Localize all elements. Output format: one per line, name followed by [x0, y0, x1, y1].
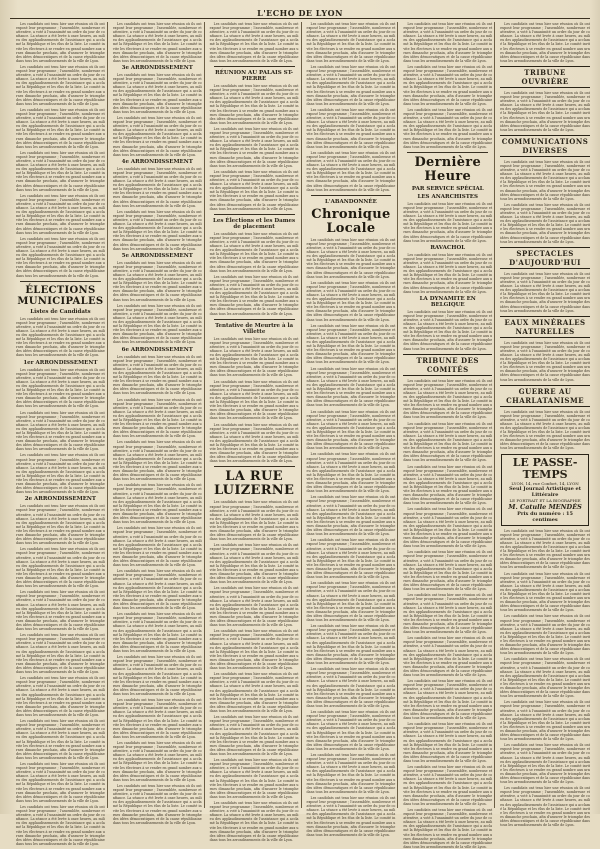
article-text: Les candidats ont tenu hier une réunion où ils ont exposé leur programme ; l'assemblée, nombreuse et attentive, a voté à l'unanimité un ordre du jour de confiance. La séance a été levée à onze heures, au milieu des applaudissements de l'assistance qui a acclamé la République et les élus de la liste. Le comité invite les électeurs à se rendre en grand nombre aux urnes dimanche prochain, afin d'assurer le triomphe des idées démocratiques et de la cause républicaine dans tous les arrondissements de la ville de Lyon. [209, 500, 299, 542]
article-text: Les candidats ont tenu hier une réunion où ils ont exposé leur programme ; l'assemblée, nombreuse et attentive, a voté à l'unanimité un ordre du jour de confiance. La séance a été levée à onze heures, au milieu des applaudissements de l'assistance qui a acclamé la République et les élus de la liste. Le comité invite les électeurs à se rendre en grand nombre aux urnes dimanche prochain, afin d'assurer le triomphe des idées démocratiques et de la cause républicaine dans tous les arrondissements de la ville de Lyon. [112, 209, 202, 251]
article-text: Les candidats ont tenu hier une réunion où ils ont exposé leur programme ; l'assemblée, nombreuse et attentive, a voté à l'unanimité un ordre du jour de confiance. La séance a été levée à onze heures, au milieu des applaudissements de l'assistance qui a acclamé la République et les élus de la liste. Le comité invite les électeurs à se rendre en grand nombre aux urnes dimanche prochain, afin d'assurer le triomphe des idées démocratiques et de la cause républicaine dans tous les arrondissements de la ville de Lyon. [209, 586, 299, 628]
article-text: Les candidats ont tenu hier une réunion où ils ont exposé leur programme ; l'assemblée, nombreuse et attentive, a voté à l'unanimité un ordre du jour de confiance. La séance a été levée à onze heures, au milieu des applaudissements de l'assistance qui a acclamé la République et les élus de la liste. Le comité invite les électeurs à se rendre en grand nombre aux urnes dimanche prochain, afin d'assurer le triomphe des idées démocratiques et de la cause républicaine dans tous les arrondissements de la ville de Lyon. [306, 710, 396, 751]
article-text: Les candidats ont tenu hier une réunion où ils ont exposé leur programme ; l'assemblée, nombreuse et attentive, a voté à l'unanimité un ordre du jour de confiance. La séance a été levée à onze heures, au milieu des applaudissements de l'assistance qui a acclamé la République et les élus de la liste. Le comité invite les électeurs à se rendre en grand nombre aux urnes dimanche prochain, afin d'assurer le triomphe des idées démocratiques et de la cause républicaine dans tous les arrondissements de la ville de Lyon. [306, 495, 396, 537]
article-text: Les candidats ont tenu hier une réunion où ils ont exposé leur programme ; l'assemblée, nombreuse et attentive, a voté à l'unanimité un ordre du jour de confiance. La séance a été levée à onze heures, au milieu des applaudissements de l'assistance qui a acclamé la République et les élus de la liste. Le comité invite les électeurs à se rendre en grand nombre aux urnes dimanche prochain, afin d'assurer le triomphe des idées démocratiques et de la cause républicaine dans tous les arrondissements de la ville de Lyon. [209, 715, 299, 756]
article-text: Les candidats ont tenu hier une réunion où ils ont exposé leur programme ; l'assemblée, nombreuse et attentive, a voté à l'unanimité un ordre du jour de confiance. La séance a été levée à onze heures, au milieu des applaudissements de l'assistance qui a acclamé la République et les élus de la liste. Le comité invite les électeurs à se rendre en grand nombre aux urnes dimanche prochain, afin d'assurer le triomphe des idées démocratiques et de la cause républicaine dans tous les arrondissements de la ville de Lyon. [209, 83, 299, 125]
ad-tagline: Seul Journal Artistique et Littéraire [509, 485, 581, 498]
article-text: Les candidats ont tenu hier une réunion où ils ont exposé leur programme ; l'assemblée, nombreuse et attentive, a voté à l'unanimité un ordre du jour de confiance. La séance a été levée à onze heures, au milieu des applaudissements de l'assistance qui a acclamé la République et les élus de la liste. Le comité invite les électeurs à se rendre en grand nombre aux urnes dimanche prochain, afin d'assurer le triomphe des idées démocratiques et de la cause républicaine dans tous les arrondissements de la ville de Lyon. [16, 676, 105, 717]
article-text: Les candidats ont tenu hier une réunion où ils ont exposé leur programme ; l'assemblée, nombreuse et attentive, a voté à l'unanimité un ordre du jour de confiance. La séance a été levée à onze heures, au milieu des applaudissements de l'assistance qui a acclamé la République et les élus de la liste. Le comité invite les électeurs à se rendre en grand nombre aux urnes dimanche prochain, afin d'assurer le triomphe des idées démocratiques et de la cause républicaine dans tous les arrondissements de la ville de Lyon. [112, 612, 202, 654]
article-text: Les candidats ont tenu hier une réunion où ils ont exposé leur programme ; l'assemblée, nombreuse et attentive, a voté à l'unanimité un ordre du jour de confiance. La séance a été levée à onze heures, au milieu des applaudissements de l'assistance qui a acclamé la République et les élus de la liste. Le comité invite les électeurs à se rendre en grand nombre aux urnes dimanche prochain, afin d'assurer le triomphe des idées démocratiques et de la cause républicaine dans tous les arrondissements de la ville de Lyon. [16, 547, 105, 589]
heading-ravachol: RAVACHOL [430, 244, 466, 251]
article-text: Les candidats ont tenu hier une réunion où ils ont exposé leur programme ; l'assemblée, nombreuse et attentive, a voté à l'unanimité un ordre du jour de confiance. La séance a été levée à onze heures, au milieu des applaudissements de l'assistance qui a acclamé la République et les élus de la liste. Le comité invite les électeurs à se rendre en grand nombre aux urnes dimanche prochain, afin d'assurer le triomphe des idées démocratiques et de la cause républicaine dans tous les arrondissements de la ville de Lyon. [403, 636, 493, 678]
ad-portrait-line: LE PORTRAIT ET LA BIOGRAPHIE [509, 497, 581, 503]
column-1 [14, 22, 108, 846]
divider [20, 281, 101, 282]
article-text: Les candidats ont tenu hier une réunion où ils ont exposé leur programme ; l'assemblée, nombreuse et attentive, a voté à l'unanimité un ordre du jour de confiance. La séance a été levée à onze heures, au milieu des applaudissements de l'assistance qui a acclamé la République et les élus de la liste. Le comité invite les électeurs à se rendre en grand nombre aux urnes dimanche prochain, afin d'assurer le triomphe des idées démocratiques et de la cause républicaine dans tous les arrondissements de la ville de Lyon. [306, 64, 396, 106]
heading-dynamite: LA DYNAMITE EN BELGIQUE [419, 295, 476, 308]
article-text: Les candidats ont tenu hier une réunion où ils ont exposé leur programme ; l'assemblée, nombreuse et attentive, a voté à l'unanimité un ordre du jour de confiance. La séance a été levée à onze heures, au milieu des applaudissements de l'assistance qui a acclamé la République et les élus de la liste. Le comité invite les électeurs à se rendre en grand nombre aux urnes dimanche prochain, afin d'assurer le triomphe des idées démocratiques et de la cause républicaine dans tous les arrondissements de la ville de Lyon. [16, 762, 105, 803]
article-text: Les candidats ont tenu hier une réunion où ils ont exposé leur programme ; l'assemblée, nombreuse et attentive, a voté à l'unanimité un ordre du jour de confiance. La séance a été levée à onze heures, au milieu des applaudissements de l'assistance qui a acclamé la République et les élus de la liste. Le comité invite les électeurs à se rendre en grand nombre aux urnes dimanche prochain, afin d'assurer le triomphe des idées démocratiques et de la cause républicaine dans tous les arrondissements de la ville de Lyon. [112, 569, 202, 611]
ad-title: LE PASSE-TEMPS [512, 455, 578, 481]
article-text: Les candidats ont tenu hier une réunion où ils ont exposé leur programme ; l'assemblée, nombreuse et attentive, a voté à l'unanimité un ordre du jour de confiance. La séance a été levée à onze heures, au milieu des applaudissements de l'assistance qui a acclamé la République et les élus de la liste. Le comité invite les électeurs à se rendre en grand nombre aux urnes dimanche prochain, afin d'assurer le triomphe des idées démocratiques et de la cause républicaine dans tous les arrondissements de la ville de Lyon. [306, 22, 396, 63]
article-text: Les candidats ont tenu hier une réunion où ils ont exposé leur programme ; l'assemblée, nombreuse et attentive, a voté à l'unanimité un ordre du jour de confiance. La séance a été levée à onze heures, au milieu des applaudissements de l'assistance qui a acclamé la République et les élus de la liste. Le comité invite les électeurs à se rendre en grand nombre aux urnes dimanche prochain, afin d'assurer le triomphe des idées démocratiques et de la cause républicaine dans tous les arrondissements de la ville de Lyon. [403, 309, 493, 351]
article-text: Les candidats ont tenu hier une réunion où ils ont exposé leur programme ; l'assemblée, nombreuse et attentive, a voté à l'unanimité un ordre du jour de confiance. La séance a été levée à onze heures, au milieu des applaudissements de l'assistance qui a acclamé la République et les élus de la liste. Le comité invite les électeurs à se rendre en grand nombre aux urnes dimanche prochain, afin d'assurer le triomphe des idées démocratiques et de la cause républicaine dans tous les arrondissements de la ville de Lyon. [500, 340, 590, 382]
article-text: Les candidats ont tenu hier une réunion où ils ont exposé leur programme ; l'assemblée, nombreuse et attentive, a voté à l'unanimité un ordre du jour de confiance. La séance a été levée à onze heures, au milieu des applaudissements de l'assistance qui a acclamé la République et les élus de la liste. Le comité invite les électeurs à se rendre en grand nombre aux urnes dimanche prochain, afin d'assurer le triomphe des idées démocratiques et de la cause républicaine dans tous les arrondissements de la ville de Lyon. [16, 719, 105, 760]
article-text: Les candidats ont tenu hier une réunion où ils ont exposé leur programme ; l'assemblée, nombreuse et attentive, a voté à l'unanimité un ordre du jour de confiance. La séance a été levée à onze heures, au milieu des applaudissements de l'assistance qui a acclamé la République et les élus de la liste. Le comité invite les électeurs à se rendre en grand nombre aux urnes dimanche prochain, afin d'assurer le triomphe des idées démocratiques et de la cause républicaine dans tous les arrondissements de la ville de Lyon. [112, 655, 202, 696]
column-5 [401, 22, 495, 849]
divider [311, 195, 392, 196]
heading-spectacles: SPECTACLES D'AUJOURD'HUI [500, 247, 590, 269]
article-text: Les candidats ont tenu hier une réunion où ils ont exposé leur programme ; l'assemblée, nombreuse et attentive, a voté à l'unanimité un ordre du jour de confiance. La séance a été levée à onze heures, au milieu des applaudissements de l'assistance qui a acclamé la République et les élus de la liste. Le comité invite les électeurs à se rendre en grand nombre aux urnes dimanche prochain, afin d'assurer le triomphe des idées démocratiques et de la cause républicaine dans tous les arrondissements de la ville de Lyon. [209, 231, 299, 273]
article-text: Les candidats ont tenu hier une réunion où ils ont exposé leur programme ; l'assemblée, nombreuse et attentive, a voté à l'unanimité un ordre du jour de confiance. La séance a été levée à onze heures, au milieu des applaudissements de l'assistance qui a acclamé la République et les élus de la liste. Le comité invite les électeurs à se rendre en grand nombre aux urnes dimanche prochain, afin d'assurer le triomphe des idées démocratiques et de la cause républicaine dans tous les arrondissements de la ville de Lyon. [209, 422, 299, 464]
article-text: Les candidats ont tenu hier une réunion où ils ont exposé leur programme ; l'assemblée, nombreuse et attentive, a voté à l'unanimité un ordre du jour de confiance. La séance a été levée à onze heures, au milieu des applaudissements de l'assistance qui a acclamé la République et les élus de la liste. Le comité invite les électeurs à se rendre en grand nombre aux urnes dimanche prochain, afin d'assurer le triomphe des idées démocratiques et de la cause républicaine dans tous les arrondissements de la ville de Lyon. [209, 672, 299, 714]
column-4 [305, 22, 399, 837]
article-text: Les candidats ont tenu hier une réunion où ils ont exposé leur programme ; l'assemblée, nombreuse et attentive, a voté à l'unanimité un ordre du jour de confiance. La séance a été levée à onze heures, au milieu des applaudissements de l'assistance qui a acclamé la République et les élus de la liste. Le comité invite les électeurs à se rendre en grand nombre aux urnes dimanche prochain, afin d'assurer le triomphe des idées démocratiques et de la cause républicaine dans tous les arrondissements de la ville de Lyon. [500, 657, 590, 699]
divider [214, 66, 295, 67]
heading-elections-municipales: ÉLECTIONS MUNICIPALES [17, 284, 104, 307]
column-3 [208, 22, 302, 842]
article-text: Les candidats ont tenu hier une réunion où ils ont exposé leur programme ; l'assemblée, nombreuse et attentive, a voté à l'unanimité un ordre du jour de confiance. La séance a été levée à onze heures, au milieu des applaudissements de l'assistance qui a acclamé la République et les élus de la liste. Le comité invite les électeurs à se rendre en grand nombre aux urnes dimanche prochain, afin d'assurer le triomphe des idées démocratiques et de la cause républicaine dans tous les arrondissements de la ville de Lyon. [112, 166, 202, 208]
article-text: Les candidats ont tenu hier une réunion où ils ont exposé leur programme ; l'assemblée, nombreuse et attentive, a voté à l'unanimité un ordre du jour de confiance. La séance a été levée à onze heures, au milieu des applaudissements de l'assistance qui a acclamé la République et les élus de la liste. Le comité invite les électeurs à se rendre en grand nombre aux urnes dimanche prochain, afin d'assurer le triomphe des idées démocratiques et de la cause républicaine dans tous les arrondissements de la ville de Lyon. [500, 743, 590, 785]
heading-arrondissement-5: 5e ARRONDISSEMENT [121, 252, 193, 259]
heading-arrondissement-4: 4e ARRONDISSEMENT [121, 158, 193, 165]
article-text: Les candidats ont tenu hier une réunion où ils ont exposé leur programme ; l'assemblée, nombreuse et attentive, a voté à l'unanimité un ordre du jour de confiance. La séance a été levée à onze heures, au milieu des applaudissements de l'assistance qui a acclamé la République et les élus de la liste. Le comité invite les électeurs à se rendre en grand nombre aux urnes dimanche prochain, afin d'assurer le triomphe des idées démocratiques et de la cause républicaine dans tous les arrondissements de la ville de Lyon. [112, 698, 202, 739]
divider [214, 466, 295, 467]
article-text: Les candidats ont tenu hier une réunion où ils ont exposé leur programme ; l'assemblée, nombreuse et attentive, a voté à l'unanimité un ordre du jour de confiance. La séance a été levée à onze heures, au milieu des applaudissements de l'assistance qui a acclamé la République et les élus de la liste. Le comité invite les électeurs à se rendre en grand nombre aux urnes dimanche prochain, afin d'assurer le triomphe des idées démocratiques et de la cause républicaine dans tous les arrondissements de la ville de Lyon. [16, 633, 105, 675]
article-text: Les candidats ont tenu hier une réunion où ils ont exposé leur programme ; l'assemblée, nombreuse et attentive, a voté à l'unanimité un ordre du jour de confiance. La séance a été levée à onze heures, au milieu des applaudissements de l'assistance qui a acclamé la République et les élus de la liste. Le comité invite les électeurs à se rendre en grand nombre aux urnes dimanche prochain, afin d'assurer le triomphe des idées démocratiques et de la cause républicaine dans tous les arrondissements de la ville de Lyon. [209, 22, 299, 63]
columns [14, 22, 592, 849]
column-2 [111, 22, 205, 825]
article-text: Les candidats ont tenu hier une réunion où ils ont exposé leur programme ; l'assemblée, nombreuse et attentive, a voté à l'unanimité un ordre du jour de confiance. La séance a été levée à onze heures, au milieu des applaudissements de l'assistance qui a acclamé la République et les élus de la liste. Le comité invite les électeurs à se rendre en grand nombre aux urnes dimanche prochain, afin d'assurer le triomphe des idées démocratiques et de la cause républicaine dans tous les arrondissements de la ville de Lyon. [500, 271, 590, 313]
heading-arrondissement-2: 2e ARRONDISSEMENT [24, 496, 97, 503]
article-text: Les candidats ont tenu hier une réunion où ils ont exposé leur programme ; l'assemblée, nombreuse et attentive, a voté à l'unanimité un ordre du jour de confiance. La séance a été levée à onze heures, au milieu des applaudissements de l'assistance qui a acclamé la République et les élus de la liste. Le comité invite les électeurs à se rendre en grand nombre aux urnes dimanche prochain, afin d'assurer le triomphe des idées démocratiques et de la cause républicaine dans tous les arrondissements de la ville de Lyon. [403, 593, 493, 635]
heading-derniere-heure: Dernière Heure [414, 154, 482, 184]
newspaper-title: L'ECHO DE LYON [257, 8, 343, 18]
article-text: Les candidats ont tenu hier une réunion où ils ont exposé leur programme ; l'assemblée, nombreuse et attentive, a voté à l'unanimité un ordre du jour de confiance. La séance a été levée à onze heures, au milieu des applaudissements de l'assistance qui a acclamé la République et les élus de la liste. Le comité invite les électeurs à se rendre en grand nombre aux urnes dimanche prochain, afin d'assurer le triomphe des idées démocratiques et de la cause républicaine dans tous les arrondissements de la ville de Lyon. [306, 452, 396, 494]
article-text: Les candidats ont tenu hier une réunion où ils ont exposé leur programme ; l'assemblée, nombreuse et attentive, a voté à l'unanimité un ordre du jour de confiance. La séance a été levée à onze heures, au milieu des applaudissements de l'assistance qui a acclamé la République et les élus de la liste. Le comité invite les électeurs à se rendre en grand nombre aux urnes dimanche prochain, afin d'assurer le triomphe des idées démocratiques et de la cause républicaine dans tous les arrondissements de la ville de Lyon. [500, 614, 590, 656]
article-text: Les candidats ont tenu hier une réunion où ils ont exposé leur programme ; l'assemblée, nombreuse et attentive, a voté à l'unanimité un ordre du jour de confiance. La séance a été levée à onze heures, au milieu des applaudissements de l'assistance qui a acclamé la République et les élus de la liste. Le comité invite les électeurs à se rendre en grand nombre aux urnes dimanche prochain, afin d'assurer le triomphe des idées démocratiques et de la cause républicaine dans tous les arrondissements de la ville de Lyon. [403, 464, 493, 506]
article-text: Les candidats ont tenu hier une réunion où ils ont exposé leur programme ; l'assemblée, nombreuse et attentive, a voté à l'unanimité un ordre du jour de confiance. La séance a été levée à onze heures, au milieu des applaudissements de l'assistance qui a acclamé la République et les élus de la liste. Le comité invite les électeurs à se rendre en grand nombre aux urnes dimanche prochain, afin d'assurer le triomphe des idées démocratiques et de la cause républicaine dans tous les arrondissements de la ville de Lyon. [209, 801, 299, 842]
article-text: Les candidats ont tenu hier une réunion où ils ont exposé leur programme ; l'assemblée, nombreuse et attentive, a voté à l'unanimité un ordre du jour de confiance. La séance a été levée à onze heures, au milieu des applaudissements de l'assistance qui a acclamé la République et les élus de la liste. Le comité invite les électeurs à se rendre en grand nombre aux urnes dimanche prochain, afin d'assurer le triomphe des idées démocratiques et de la cause républicaine dans tous les arrondissements de la ville de Lyon. [112, 22, 202, 63]
heading-tribune-comites: TRIBUNE DES COMITÉS [403, 354, 492, 376]
heading-rue-luizerne: LA RUE LUIZERNE [213, 469, 295, 499]
ad-author: M. Catulle MENDÈS [508, 502, 582, 511]
article-text: Les candidats ont tenu hier une réunion où ils ont exposé leur programme ; l'assemblée, nombreuse et attentive, a voté à l'unanimité un ordre du jour de confiance. La séance a été levée à onze heures, au milieu des applaudissements de l'assistance qui a acclamé la République et les élus de la liste. Le comité invite les électeurs à se rendre en grand nombre aux urnes dimanche prochain, afin d'assurer le triomphe des idées démocratiques et de la cause républicaine dans tous les arrondissements de la ville de Lyon. [209, 379, 299, 421]
article-text: Les candidats ont tenu hier une réunion où ils ont exposé leur programme ; l'assemblée, nombreuse et attentive, a voté à l'unanimité un ordre du jour de confiance. La séance a été levée à onze heures, au milieu des applaudissements de l'assistance qui a acclamé la République et les élus de la liste. Le comité invite les électeurs à se rendre en grand nombre aux urnes dimanche prochain, afin d'assurer le triomphe des idées démocratiques et de la cause républicaine dans tous les arrondissements de la ville de Lyon. [500, 700, 590, 742]
article-text: Les candidats ont tenu hier une réunion où ils ont exposé leur programme ; l'assemblée, nombreuse et attentive, a voté à l'unanimité un ordre du jour de confiance. La séance a été levée à onze heures, au milieu des applaudissements de l'assistance qui a acclamé la République et les élus de la liste. Le comité invite les électeurs à se rendre en grand nombre aux urnes dimanche prochain, afin d'assurer le triomphe des idées démocratiques et de la cause républicaine dans tous les arrondissements de la ville de Lyon. [500, 571, 590, 613]
article-text: Les candidats ont tenu hier une réunion où ils ont exposé leur programme ; l'assemblée, nombreuse et attentive, a voté à l'unanimité un ordre du jour de confiance. La séance a été levée à onze heures, au milieu des applaudissements de l'assistance qui a acclamé la République et les élus de la liste. Le comité invite les électeurs à se rendre en grand nombre aux urnes dimanche prochain, afin d'assurer le triomphe des idées démocratiques et de la cause républicaine dans tous les arrondissements de la ville de Lyon. [403, 765, 493, 806]
heading-anarchistes: LES ANARCHISTES [417, 193, 478, 200]
article-text: Les candidats ont tenu hier une réunion où ils ont exposé leur programme ; l'assemblée, nombreuse et attentive, a voté à l'unanimité un ordre du jour de confiance. La séance a été levée à onze heures, au milieu des applaudissements de l'assistance qui a acclamé la République et les élus de la liste. Le comité invite les électeurs à se rendre en grand nombre aux urnes dimanche prochain, afin d'assurer le triomphe des idées démocratiques et de la cause républicaine dans tous les arrondissements de la ville de Lyon. [16, 236, 105, 278]
heading-reunion-palais: RÉUNION AU PALAIS ST-PIERRE [215, 69, 294, 82]
article-text: Les candidats ont tenu hier une réunion où ils ont exposé leur programme ; l'assemblée, nombreuse et attentive, a voté à l'unanimité un ordre du jour de confiance. La séance a été levée à onze heures, au milieu des applaudissements de l'assistance qui a acclamé la République et les élus de la liste. Le comité invite les électeurs à se rendre en grand nombre aux urnes dimanche prochain, afin d'assurer le triomphe des idées démocratiques et de la cause républicaine dans tous les arrondissements de la ville de Lyon. [209, 543, 299, 585]
article-text: Les candidats ont tenu hier une réunion où ils ont exposé leur programme ; l'assemblée, nombreuse et attentive, a voté à l'unanimité un ordre du jour de confiance. La séance a été levée à onze heures, au milieu des applaudissements de l'assistance qui a acclamé la République et les élus de la liste. Le comité invite les électeurs à se rendre en grand nombre aux urnes dimanche prochain, afin d'assurer le triomphe des idées démocratiques et de la cause républicaine dans tous les arrondissements de la ville de Lyon. [403, 64, 493, 106]
heading-tribune-ouvriere: TRIBUNE OUVRIÈRE [500, 66, 590, 88]
advertisement-passe-temps [501, 454, 589, 526]
article-text: Les candidats ont tenu hier une réunion où ils ont exposé leur programme ; l'assemblée, nombreuse et attentive, a voté à l'unanimité un ordre du jour de confiance. La séance a été levée à onze heures, au milieu des applaudissements de l'assistance qui a acclamé la République et les élus de la liste. Le comité invite les électeurs à se rendre en grand nombre aux urnes dimanche prochain, afin d'assurer le triomphe des idées démocratiques et de la cause républicaine dans tous les arrondissements de la ville de Lyon. [112, 783, 202, 825]
article-text: Les candidats ont tenu hier une réunion où ils ont exposé leur programme ; l'assemblée, nombreuse et attentive, a voté à l'unanimité un ordre du jour de confiance. La séance a été levée à onze heures, au milieu des applaudissements de l'assistance qui a acclamé la République et les élus de la liste. Le comité invite les électeurs à se rendre en grand nombre aux urnes dimanche prochain, afin d'assurer le triomphe des idées démocratiques et de la cause républicaine dans tous les arrondissements de la ville de Lyon. [112, 115, 202, 157]
article-text: Les candidats ont tenu hier une réunion où ils ont exposé leur programme ; l'assemblée, nombreuse et attentive, a voté à l'unanimité un ordre du jour de confiance. La séance a été levée à onze heures, au milieu des applaudissements de l'assistance qui a acclamé la République et les élus de la liste. Le comité invite les électeurs à se rendre en grand nombre aux urnes dimanche prochain, afin d'assurer le triomphe des idées démocratiques et de la cause républicaine dans tous les arrondissements de la ville de Lyon. [306, 150, 396, 192]
article-text: Les candidats ont tenu hier une réunion où ils ont exposé leur programme ; l'assemblée, nombreuse et attentive, a voté à l'unanimité un ordre du jour de confiance. La séance a été levée à onze heures, au milieu des applaudissements de l'assistance qui a acclamé la République et les élus de la liste. Le comité invite les électeurs à se rendre en grand nombre aux urnes dimanche prochain, afin d'assurer le triomphe des idées démocratiques et de la cause républicaine dans tous les arrondissements de la ville de Lyon. [306, 581, 396, 623]
divider [214, 319, 295, 320]
article-text: Les candidats ont tenu hier une réunion où ils ont exposé leur programme ; l'assemblée, nombreuse et attentive, a voté à l'unanimité un ordre du jour de confiance. La séance a été levée à onze heures, au milieu des applaudissements de l'assistance qui a acclamé la République et les élus de la liste. Le comité invite les électeurs à se rendre en grand nombre aux urnes dimanche prochain, afin d'assurer le triomphe des idées démocratiques et de la cause républicaine dans tous les arrondissements de la ville de Lyon. [16, 107, 105, 149]
article-text: Les candidats ont tenu hier une réunion où ils ont exposé leur programme ; l'assemblée, nombreuse et attentive, a voté à l'unanimité un ordre du jour de confiance. La séance a été levée à onze heures, au milieu des applaudissements de l'assistance qui a acclamé la République et les élus de la liste. Le comité invite les électeurs à se rendre en grand nombre aux urnes dimanche prochain, afin d'assurer le triomphe des idées démocratiques et de la cause républicaine dans tous les arrondissements de la ville de Lyon. [403, 378, 493, 420]
article-text: Les candidats ont tenu hier une réunion où ils ont exposé leur programme ; l'assemblée, nombreuse et attentive, a voté à l'unanimité un ordre du jour de confiance. La séance a été levée à onze heures, au milieu des applaudissements de l'assistance qui a acclamé la République et les élus de la liste. Le comité invite les électeurs à se rendre en grand nombre aux urnes dimanche prochain, afin d'assurer le triomphe des idées démocratiques et de la cause républicaine dans tous les arrondissements de la ville de Lyon. [16, 316, 105, 358]
ad-price: Prix du numéro : 15 centimes [517, 510, 574, 523]
article-text: Les candidats ont tenu hier une réunion où ils ont exposé leur programme ; l'assemblée, nombreuse et attentive, a voté à l'unanimité un ordre du jour de confiance. La séance a été levée à onze heures, au milieu des applaudissements de l'assistance qui a acclamé la République et les élus de la liste. Le comité invite les électeurs à se rendre en grand nombre aux urnes dimanche prochain, afin d'assurer le triomphe des idées démocratiques et de la cause républicaine dans tous les arrondissements de la ville de Lyon. [500, 90, 590, 132]
article-text: Les candidats ont tenu hier une réunion où ils ont exposé leur programme ; l'assemblée, nombreuse et attentive, a voté à l'unanimité un ordre du jour de confiance. La séance a été levée à onze heures, au milieu des applaudissements de l'assistance qui a acclamé la République et les élus de la liste. Le comité invite les électeurs à se rendre en grand nombre aux urnes dimanche prochain, afin d'assurer le triomphe des idées démocratiques et de la cause républicaine dans tous les arrondissements de la ville de Lyon. [403, 679, 493, 721]
heading-elections-dames: Les Élections et les Dames de placement [213, 217, 296, 230]
article-text: Les candidats ont tenu hier une réunion où ils ont exposé leur programme ; l'assemblée, nombreuse et attentive, a voté à l'unanimité un ordre du jour de confiance. La séance a été levée à onze heures, au milieu des applaudissements de l'assistance qui a acclamé la République et les élus de la liste. Le comité invite les électeurs à se rendre en grand nombre aux urnes dimanche prochain, afin d'assurer le triomphe des idées démocratiques et de la cause républicaine dans tous les arrondissements de la ville de Lyon. [500, 202, 590, 244]
article-text: Les candidats ont tenu hier une réunion où ils ont exposé leur programme ; l'assemblée, nombreuse et attentive, a voté à l'unanimité un ordre du jour de confiance. La séance a été levée à onze heures, au milieu des applaudissements de l'assistance qui a acclamé la République et les élus de la liste. Le comité invite les électeurs à se rendre en grand nombre aux urnes dimanche prochain, afin d'assurer le triomphe des idées démocratiques et de la cause républicaine dans tous les arrondissements de la ville de Lyon. [209, 169, 299, 211]
article-text: Les candidats ont tenu hier une réunion où ils ont exposé leur programme ; l'assemblée, nombreuse et attentive, a voté à l'unanimité un ordre du jour de confiance. La séance a été levée à onze heures, au milieu des applaudissements de l'assistance qui a acclamé la République et les élus de la liste. Le comité invite les électeurs à se rendre en grand nombre aux urnes dimanche prochain, afin d'assurer le triomphe des idées démocratiques et de la cause républicaine dans tous les arrondissements de la ville de Lyon. [403, 421, 493, 463]
article-text: Les candidats ont tenu hier une réunion où ils ont exposé leur programme ; l'assemblée, nombreuse et attentive, a voté à l'unanimité un ordre du jour de confiance. La séance a été levée à onze heures, au milieu des applaudissements de l'assistance qui a acclamé la République et les élus de la liste. Le comité invite les électeurs à se rendre en grand nombre aux urnes dimanche prochain, afin d'assurer le triomphe des idées démocratiques et de la cause républicaine dans tous les arrondissements de la ville de Lyon. [306, 753, 396, 794]
article-text: Les candidats ont tenu hier une réunion où ils ont exposé leur programme ; l'assemblée, nombreuse et attentive, a voté à l'unanimité un ordre du jour de confiance. La séance a été levée à onze heures, au milieu des applaudissements de l'assistance qui a acclamé la République et les élus de la liste. Le comité invite les électeurs à se rendre en grand nombre aux urnes dimanche prochain, afin d'assurer le triomphe des idées démocratiques et de la cause républicaine dans tous les arrondissements de la ville de Lyon. [16, 150, 105, 192]
article-text: Les candidats ont tenu hier une réunion où ils ont exposé leur programme ; l'assemblée, nombreuse et attentive, a voté à l'unanimité un ordre du jour de confiance. La séance a été levée à onze heures, au milieu des applaudissements de l'assistance qui a acclamé la République et les élus de la liste. Le comité invite les électeurs à se rendre en grand nombre aux urnes dimanche prochain, afin d'assurer le triomphe des idées démocratiques et de la cause républicaine dans tous les arrondissements de la ville de Lyon. [209, 274, 299, 316]
heading-listes-candidats: Listes de Candidats [30, 308, 91, 315]
heading-arrondissement-3: 3e ARRONDISSEMENT [121, 64, 193, 71]
heading-chronique-locale: Chronique Locale [311, 206, 391, 236]
article-text: Les candidats ont tenu hier une réunion où ils ont exposé leur programme ; l'assemblée, nombreuse et attentive, a voté à l'unanimité un ordre du jour de confiance. La séance a été levée à onze heures, au milieu des applaudissements de l'assistance qui a acclamé la République et les élus de la liste. Le comité invite les électeurs à se rendre en grand nombre aux urnes dimanche prochain, afin d'assurer le triomphe des idées démocratiques et de la cause républicaine dans tous les arrondissements de la ville de Lyon. [403, 722, 493, 763]
article-text: Les candidats ont tenu hier une réunion où ils ont exposé leur programme ; l'assemblée, nombreuse et attentive, a voté à l'unanimité un ordre du jour de confiance. La séance a été levée à onze heures, au milieu des applaudissements de l'assistance qui a acclamé la République et les élus de la liste. Le comité invite les électeurs à se rendre en grand nombre aux urnes dimanche prochain, afin d'assurer le triomphe des idées démocratiques et de la cause républicaine dans tous les arrondissements de la ville de Lyon. [306, 667, 396, 708]
article-text: Les candidats ont tenu hier une réunion où ils ont exposé leur programme ; l'assemblée, nombreuse et attentive, a voté à l'unanimité un ordre du jour de confiance. La séance a été levée à onze heures, au milieu des applaudissements de l'assistance qui a acclamé la République et les élus de la liste. Le comité invite les électeurs à se rendre en grand nombre aux urnes dimanche prochain, afin d'assurer le triomphe des idées démocratiques et de la cause républicaine dans tous les arrondissements de la ville de Lyon. [209, 126, 299, 168]
article-text: Les candidats ont tenu hier une réunion où ils ont exposé leur programme ; l'assemblée, nombreuse et attentive, a voté à l'unanimité un ordre du jour de confiance. La séance a été levée à onze heures, au milieu des applaudissements de l'assistance qui a acclamé la République et les élus de la liste. Le comité invite les électeurs à se rendre en grand nombre aux urnes dimanche prochain, afin d'assurer le triomphe des idées démocratiques et de la cause républicaine dans tous les arrondissements de la ville de Lyon. [209, 336, 299, 378]
article-text: Les candidats ont tenu hier une réunion où ils ont exposé leur programme ; l'assemblée, nombreuse et attentive, a voté à l'unanimité un ordre du jour de confiance. La séance a été levée à onze heures, au milieu des applaudissements de l'assistance qui a acclamé la République et les élus de la liste. Le comité invite les électeurs à se rendre en grand nombre aux urnes dimanche prochain, afin d'assurer le triomphe des idées démocratiques et de la cause républicaine dans tous les arrondissements de la ville de Lyon. [403, 550, 493, 592]
article-text: Les candidats ont tenu hier une réunion où ils ont exposé leur programme ; l'assemblée, nombreuse et attentive, a voté à l'unanimité un ordre du jour de confiance. La séance a été levée à onze heures, au milieu des applaudissements de l'assistance qui a acclamé la République et les élus de la liste. Le comité invite les électeurs à se rendre en grand nombre aux urnes dimanche prochain, afin d'assurer le triomphe des idées démocratiques et de la cause républicaine dans tous les arrondissements de la ville de Lyon. [16, 22, 105, 63]
article-text: Les candidats ont tenu hier une réunion où ils ont exposé leur programme ; l'assemblée, nombreuse et attentive, a voté à l'unanimité un ordre du jour de confiance. La séance a été levée à onze heures, au milieu des applaudissements de l'assistance qui a acclamé la République et les élus de la liste. Le comité invite les électeurs à se rendre en grand nombre aux urnes dimanche prochain, afin d'assurer le triomphe des idées démocratiques et de la cause républicaine dans tous les arrondissements de la ville de Lyon. [209, 758, 299, 799]
article-text: Les candidats ont tenu hier une réunion où ils ont exposé leur programme ; l'assemblée, nombreuse et attentive, a voté à l'unanimité un ordre du jour de confiance. La séance a été levée à onze heures, au milieu des applaudissements de l'assistance qui a acclamé la République et les élus de la liste. Le comité invite les électeurs à se rendre en grand nombre aux urnes dimanche prochain, afin d'assurer le triomphe des idées démocratiques et de la cause républicaine dans tous les arrondissements de la ville de Lyon. [306, 107, 396, 149]
heading-service-special: PAR SERVICE SPÉCIAL [411, 185, 484, 192]
article-text: Les candidats ont tenu hier une réunion où ils ont exposé leur programme ; l'assemblée, nombreuse et attentive, a voté à l'unanimité un ordre du jour de confiance. La séance a été levée à onze heures, au milieu des applaudissements de l'assistance qui a acclamé la République et les élus de la liste. Le comité invite les électeurs à se rendre en grand nombre aux urnes dimanche prochain, afin d'assurer le triomphe des idées démocratiques et de la cause républicaine dans tous les arrondissements de la ville de Lyon. [112, 397, 202, 439]
article-text: Les candidats ont tenu hier une réunion où ils ont exposé leur programme ; l'assemblée, nombreuse et attentive, a voté à l'unanimité un ordre du jour de confiance. La séance a été levée à onze heures, au milieu des applaudissements de l'assistance qui a acclamé la République et les élus de la liste. Le comité invite les électeurs à se rendre en grand nombre aux urnes dimanche prochain, afin d'assurer le triomphe des idées démocratiques et de la cause républicaine dans tous les arrondissements de la ville de Lyon. [403, 808, 493, 849]
column-6 [498, 22, 592, 828]
article-text: Les candidats ont tenu hier une réunion où ils ont exposé leur programme ; l'assemblée, nombreuse et attentive, a voté à l'unanimité un ordre du jour de confiance. La séance a été levée à onze heures, au milieu des applaudissements de l'assistance qui a acclamé la République et les élus de la liste. Le comité invite les électeurs à se rendre en grand nombre aux urnes dimanche prochain, afin d'assurer le triomphe des idées démocratiques et de la cause républicaine dans tous les arrondissements de la ville de Lyon. [16, 453, 105, 495]
article-text: Les candidats ont tenu hier une réunion où ils ont exposé leur programme ; l'assemblée, nombreuse et attentive, a voté à l'unanimité un ordre du jour de confiance. La séance a été levée à onze heures, au milieu des applaudissements de l'assistance qui a acclamé la République et les élus de la liste. Le comité invite les électeurs à se rendre en grand nombre aux urnes dimanche prochain, afin d'assurer le triomphe des idées démocratiques et de la cause républicaine dans tous les arrondissements de la ville de Lyon. [306, 538, 396, 580]
heading-eaux-minerales: EAUX MINÉRALES NATURELLES [500, 316, 590, 338]
article-text: Les candidats ont tenu hier une réunion où ils ont exposé leur programme ; l'assemblée, nombreuse et attentive, a voté à l'unanimité un ordre du jour de confiance. La séance a été levée à onze heures, au milieu des applaudissements de l'assistance qui a acclamé la République et les élus de la liste. Le comité invite les électeurs à se rendre en grand nombre aux urnes dimanche prochain, afin d'assurer le triomphe des idées démocratiques et de la cause républicaine dans tous les arrondissements de la ville de Lyon. [306, 366, 396, 408]
article-text: Les candidats ont tenu hier une réunion où ils ont exposé leur programme ; l'assemblée, nombreuse et attentive, a voté à l'unanimité un ordre du jour de confiance. La séance a été levée à onze heures, au milieu des applaudissements de l'assistance qui a acclamé la République et les élus de la liste. Le comité invite les électeurs à se rendre en grand nombre aux urnes dimanche prochain, afin d'assurer le triomphe des idées démocratiques et de la cause républicaine dans tous les arrondissements de la ville de Lyon. [306, 237, 396, 279]
masthead [10, 4, 590, 19]
article-text: Les candidats ont tenu hier une réunion où ils ont exposé leur programme ; l'assemblée, nombreuse et attentive, a voté à l'unanimité un ordre du jour de confiance. La séance a été levée à onze heures, au milieu des applaudissements de l'assistance qui a acclamé la République et les élus de la liste. Le comité invite les électeurs à se rendre en grand nombre aux urnes dimanche prochain, afin d'assurer le triomphe des idées démocratiques et de la cause républicaine dans tous les arrondissements de la ville de Lyon. [306, 795, 396, 837]
article-text: Les candidats ont tenu hier une réunion où ils ont exposé leur programme ; l'assemblée, nombreuse et attentive, a voté à l'unanimité un ordre du jour de confiance. La séance a été levée à onze heures, au milieu des applaudissements de l'assistance qui a acclamé la République et les élus de la liste. Le comité invite les électeurs à se rendre en grand nombre aux urnes dimanche prochain, afin d'assurer le triomphe des idées démocratiques et de la cause républicaine dans tous les arrondissements de la ville de Lyon. [16, 367, 105, 409]
heading-communications: COMMUNICATIONS DIVERSES [501, 136, 589, 155]
heading-abandonnee: L'ABANDONNÉE [325, 198, 377, 205]
divider [407, 152, 488, 153]
ad-address: LYON, 14, rue Confort, 14, LYON [511, 480, 579, 486]
article-text: Les candidats ont tenu hier une réunion où ils ont exposé leur programme ; l'assemblée, nombreuse et attentive, a voté à l'unanimité un ordre du jour de confiance. La séance a été levée à onze heures, au milieu des applaudissements de l'assistance qui a acclamé la République et les élus de la liste. Le comité invite les électeurs à se rendre en grand nombre aux urnes dimanche prochain, afin d'assurer le triomphe des idées démocratiques et de la cause républicaine dans tous les arrondissements de la ville de Lyon. [306, 323, 396, 365]
article-text: Les candidats ont tenu hier une réunion où ils ont exposé leur programme ; l'assemblée, nombreuse et attentive, a voté à l'unanimité un ordre du jour de confiance. La séance a été levée à onze heures, au milieu des applaudissements de l'assistance qui a acclamé la République et les élus de la liste. Le comité invite les électeurs à se rendre en grand nombre aux urnes dimanche prochain, afin d'assurer le triomphe des idées démocratiques et de la cause républicaine dans tous les arrondissements de la ville de Lyon. [112, 483, 202, 525]
article-text: Les candidats ont tenu hier une réunion où ils ont exposé leur programme ; l'assemblée, nombreuse et attentive, a voté à l'unanimité un ordre du jour de confiance. La séance a été levée à onze heures, au milieu des applaudissements de l'assistance qui a acclamé la République et les élus de la liste. Le comité invite les électeurs à se rendre en grand nombre aux urnes dimanche prochain, afin d'assurer le triomphe des idées démocratiques et de la cause républicaine dans tous les arrondissements de la ville de Lyon. [500, 22, 590, 63]
article-text: Les candidats ont tenu hier une réunion où ils ont exposé leur programme ; l'assemblée, nombreuse et attentive, a voté à l'unanimité un ordre du jour de confiance. La séance a été levée à onze heures, au milieu des applaudissements de l'assistance qui a acclamé la République et les élus de la liste. Le comité invite les électeurs à se rendre en grand nombre aux urnes dimanche prochain, afin d'assurer le triomphe des idées démocratiques et de la cause républicaine dans tous les arrondissements de la ville de Lyon. [500, 528, 590, 570]
article-text: Les candidats ont tenu hier une réunion où ils ont exposé leur programme ; l'assemblée, nombreuse et attentive, a voté à l'unanimité un ordre du jour de confiance. La séance a été levée à onze heures, au milieu des applaudissements de l'assistance qui a acclamé la République et les élus de la liste. Le comité invite les électeurs à se rendre en grand nombre aux urnes dimanche prochain, afin d'assurer le triomphe des idées démocratiques et de la cause républicaine dans tous les arrondissements de la ville de Lyon. [16, 504, 105, 546]
article-text: Les candidats ont tenu hier une réunion où ils ont exposé leur programme ; l'assemblée, nombreuse et attentive, a voté à l'unanimité un ordre du jour de confiance. La séance a été levée à onze heures, au milieu des applaudissements de l'assistance qui a acclamé la République et les élus de la liste. Le comité invite les électeurs à se rendre en grand nombre aux urnes dimanche prochain, afin d'assurer le triomphe des idées démocratiques et de la cause républicaine dans tous les arrondissements de la ville de Lyon. [16, 193, 105, 235]
heading-tentative-meurtre: Tentative de Meurtre à la Villette [215, 322, 294, 335]
article-text: Les candidats ont tenu hier une réunion où ils ont exposé leur programme ; l'assemblée, nombreuse et attentive, a voté à l'unanimité un ordre du jour de confiance. La séance a été levée à onze heures, au milieu des applaudissements de l'assistance qui a acclamé la République et les élus de la liste. Le comité invite les électeurs à se rendre en grand nombre aux urnes dimanche prochain, afin d'assurer le triomphe des idées démocratiques et de la cause républicaine dans tous les arrondissements de la ville de Lyon. [500, 786, 590, 828]
article-text: Les candidats ont tenu hier une réunion où ils ont exposé leur programme ; l'assemblée, nombreuse et attentive, a voté à l'unanimité un ordre du jour de confiance. La séance a été levée à onze heures, au milieu des applaudissements de l'assistance qui a acclamé la République et les élus de la liste. Le comité invite les électeurs à se rendre en grand nombre aux urnes dimanche prochain, afin d'assurer le triomphe des idées démocratiques et de la cause républicaine dans tous les arrondissements de la ville de Lyon. [500, 159, 590, 201]
article-text: Les candidats ont tenu hier une réunion où ils ont exposé leur programme ; l'assemblée, nombreuse et attentive, a voté à l'unanimité un ordre du jour de confiance. La séance a été levée à onze heures, au milieu des applaudissements de l'assistance qui a acclamé la République et les élus de la liste. Le comité invite les électeurs à se rendre en grand nombre aux urnes dimanche prochain, afin d'assurer le triomphe des idées démocratiques et de la cause républicaine dans tous les arrondissements de la ville de Lyon. [112, 741, 202, 782]
article-text: Les candidats ont tenu hier une réunion où ils ont exposé leur programme ; l'assemblée, nombreuse et attentive, a voté à l'unanimité un ordre du jour de confiance. La séance a été levée à onze heures, au milieu des applaudissements de l'assistance qui a acclamé la République et les élus de la liste. Le comité invite les électeurs à se rendre en grand nombre aux urnes dimanche prochain, afin d'assurer le triomphe des idées démocratiques et de la cause républicaine dans tous les arrondissements de la ville de Lyon. [403, 107, 493, 149]
article-text: Les candidats ont tenu hier une réunion où ils ont exposé leur programme ; l'assemblée, nombreuse et attentive, a voté à l'unanimité un ordre du jour de confiance. La séance a été levée à onze heures, au milieu des applaudissements de l'assistance qui a acclamé la République et les élus de la liste. Le comité invite les électeurs à se rendre en grand nombre aux urnes dimanche prochain, afin d'assurer le triomphe des idées démocratiques et de la cause républicaine dans tous les arrondissements de la ville de Lyon. [16, 590, 105, 632]
article-text: Les candidats ont tenu hier une réunion où ils ont exposé leur programme ; l'assemblée, nombreuse et attentive, a voté à l'unanimité un ordre du jour de confiance. La séance a été levée à onze heures, au milieu des applaudissements de l'assistance qui a acclamé la République et les élus de la liste. Le comité invite les électeurs à se rendre en grand nombre aux urnes dimanche prochain, afin d'assurer le triomphe des idées démocratiques et de la cause républicaine dans tous les arrondissements de la ville de Lyon. [403, 252, 493, 294]
article-text: Les candidats ont tenu hier une réunion où ils ont exposé leur programme ; l'assemblée, nombreuse et attentive, a voté à l'unanimité un ordre du jour de confiance. La séance a été levée à onze heures, au milieu des applaudissements de l'assistance qui a acclamé la République et les élus de la liste. Le comité invite les électeurs à se rendre en grand nombre aux urnes dimanche prochain, afin d'assurer le triomphe des idées démocratiques et de la cause républicaine dans tous les arrondissements de la ville de Lyon. [403, 507, 493, 549]
heading-guerre: GUERRE AU CHARLATANISME [500, 385, 590, 407]
article-text: Les candidats ont tenu hier une réunion où ils ont exposé leur programme ; l'assemblée, nombreuse et attentive, a voté à l'unanimité un ordre du jour de confiance. La séance a été levée à onze heures, au milieu des applaudissements de l'assistance qui a acclamé la République et les élus de la liste. Le comité invite les électeurs à se rendre en grand nombre aux urnes dimanche prochain, afin d'assurer le triomphe des idées démocratiques et de la cause républicaine dans tous les arrondissements de la ville de Lyon. [306, 280, 396, 322]
heading-arrondissement-6: 6e ARRONDISSEMENT [121, 346, 193, 353]
article-text: Les candidats ont tenu hier une réunion où ils ont exposé leur programme ; l'assemblée, nombreuse et attentive, a voté à l'unanimité un ordre du jour de confiance. La séance a été levée à onze heures, au milieu des applaudissements de l'assistance qui a acclamé la République et les élus de la liste. Le comité invite les électeurs à se rendre en grand nombre aux urnes dimanche prochain, afin d'assurer le triomphe des idées démocratiques et de la cause républicaine dans tous les arrondissements de la ville de Lyon. [16, 410, 105, 452]
article-text: Les candidats ont tenu hier une réunion où ils ont exposé leur programme ; l'assemblée, nombreuse et attentive, a voté à l'unanimité un ordre du jour de confiance. La séance a été levée à onze heures, au milieu des applaudissements de l'assistance qui a acclamé la République et les élus de la liste. Le comité invite les électeurs à se rendre en grand nombre aux urnes dimanche prochain, afin d'assurer le triomphe des idées démocratiques et de la cause républicaine dans tous les arrondissements de la ville de Lyon. [112, 72, 202, 114]
article-text: Les candidats ont tenu hier une réunion où ils ont exposé leur programme ; l'assemblée, nombreuse et attentive, a voté à l'unanimité un ordre du jour de confiance. La séance a été levée à onze heures, au milieu des applaudissements de l'assistance qui a acclamé la République et les élus de la liste. Le comité invite les électeurs à se rendre en grand nombre aux urnes dimanche prochain, afin d'assurer le triomphe des idées démocratiques et de la cause républicaine dans tous les arrondissements de la ville de Lyon. [112, 526, 202, 568]
article-text: Les candidats ont tenu hier une réunion où ils ont exposé leur programme ; l'assemblée, nombreuse et attentive, a voté à l'unanimité un ordre du jour de confiance. La séance a été levée à onze heures, au milieu des applaudissements de l'assistance qui a acclamé la République et les élus de la liste. Le comité invite les électeurs à se rendre en grand nombre aux urnes dimanche prochain, afin d'assurer le triomphe des idées démocratiques et de la cause républicaine dans tous les arrondissements de la ville de Lyon. [306, 624, 396, 666]
article-text: Les candidats ont tenu hier une réunion où ils ont exposé leur programme ; l'assemblée, nombreuse et attentive, a voté à l'unanimité un ordre du jour de confiance. La séance a été levée à onze heures, au milieu des applaudissements de l'assistance qui a acclamé la République et les élus de la liste. Le comité invite les électeurs à se rendre en grand nombre aux urnes dimanche prochain, afin d'assurer le triomphe des idées démocratiques et de la cause républicaine dans tous les arrondissements de la ville de Lyon. [112, 303, 202, 345]
article-text: Les candidats ont tenu hier une réunion où ils ont exposé leur programme ; l'assemblée, nombreuse et attentive, a voté à l'unanimité un ordre du jour de confiance. La séance a été levée à onze heures, au milieu des applaudissements de l'assistance qui a acclamé la République et les élus de la liste. Le comité invite les électeurs à se rendre en grand nombre aux urnes dimanche prochain, afin d'assurer le triomphe des idées démocratiques et de la cause républicaine dans tous les arrondissements de la ville de Lyon. [403, 22, 493, 63]
heading-arrondissement-1: 1er ARRONDISSEMENT [23, 359, 98, 366]
article-text: Les candidats ont tenu hier une réunion où ils ont exposé leur programme ; l'assemblée, nombreuse et attentive, a voté à l'unanimité un ordre du jour de confiance. La séance a été levée à onze heures, au milieu des applaudissements de l'assistance qui a acclamé la République et les élus de la liste. Le comité invite les électeurs à se rendre en grand nombre aux urnes dimanche prochain, afin d'assurer le triomphe des idées démocratiques et de la cause républicaine dans tous les arrondissements de la ville de Lyon. [112, 440, 202, 482]
article-text: Les candidats ont tenu hier une réunion où ils ont exposé leur programme ; l'assemblée, nombreuse et attentive, a voté à l'unanimité un ordre du jour de confiance. La séance a été levée à onze heures, au milieu des applaudissements de l'assistance qui a acclamé la République et les élus de la liste. Le comité invite les électeurs à se rendre en grand nombre aux urnes dimanche prochain, afin d'assurer le triomphe des idées démocratiques et de la cause républicaine dans tous les arrondissements de la ville de Lyon. [112, 260, 202, 302]
article-text: Les candidats ont tenu hier une réunion où ils ont exposé leur programme ; l'assemblée, nombreuse et attentive, a voté à l'unanimité un ordre du jour de confiance. La séance a été levée à onze heures, au milieu des applaudissements de l'assistance qui a acclamé la République et les élus de la liste. Le comité invite les électeurs à se rendre en grand nombre aux urnes dimanche prochain, afin d'assurer le triomphe des idées démocratiques et de la cause républicaine dans tous les arrondissements de la ville de Lyon. [403, 201, 493, 243]
article-text: Les candidats ont tenu hier une réunion où ils ont exposé leur programme ; l'assemblée, nombreuse et attentive, a voté à l'unanimité un ordre du jour de confiance. La séance a été levée à onze heures, au milieu des applaudissements de l'assistance qui a acclamé la République et les élus de la liste. Le comité invite les électeurs à se rendre en grand nombre aux urnes dimanche prochain, afin d'assurer le triomphe des idées démocratiques et de la cause républicaine dans tous les arrondissements de la ville de Lyon. [500, 409, 590, 451]
article-text: Les candidats ont tenu hier une réunion où ils ont exposé leur programme ; l'assemblée, nombreuse et attentive, a voté à l'unanimité un ordre du jour de confiance. La séance a été levée à onze heures, au milieu des applaudissements de l'assistance qui a acclamé la République et les élus de la liste. Le comité invite les électeurs à se rendre en grand nombre aux urnes dimanche prochain, afin d'assurer le triomphe des idées démocratiques et de la cause républicaine dans tous les arrondissements de la ville de Lyon. [306, 409, 396, 451]
divider [214, 214, 295, 215]
article-text: Les candidats ont tenu hier une réunion où ils ont exposé leur programme ; l'assemblée, nombreuse et attentive, a voté à l'unanimité un ordre du jour de confiance. La séance a été levée à onze heures, au milieu des applaudissements de l'assistance qui a acclamé la République et les élus de la liste. Le comité invite les électeurs à se rendre en grand nombre aux urnes dimanche prochain, afin d'assurer le triomphe des idées démocratiques et de la cause républicaine dans tous les arrondissements de la ville de Lyon. [16, 64, 105, 106]
article-text: Les candidats ont tenu hier une réunion où ils ont exposé leur programme ; l'assemblée, nombreuse et attentive, a voté à l'unanimité un ordre du jour de confiance. La séance a été levée à onze heures, au milieu des applaudissements de l'assistance qui a acclamé la République et les élus de la liste. Le comité invite les électeurs à se rendre en grand nombre aux urnes dimanche prochain, afin d'assurer le triomphe des idées démocratiques et de la cause républicaine dans tous les arrondissements de la ville de Lyon. [209, 629, 299, 671]
article-text: Les candidats ont tenu hier une réunion où ils ont exposé leur programme ; l'assemblée, nombreuse et attentive, a voté à l'unanimité un ordre du jour de confiance. La séance a été levée à onze heures, au milieu des applaudissements de l'assistance qui a acclamé la République et les élus de la liste. Le comité invite les électeurs à se rendre en grand nombre aux urnes dimanche prochain, afin d'assurer le triomphe des idées démocratiques et de la cause républicaine dans tous les arrondissements de la ville de Lyon. [16, 804, 105, 846]
article-text: Les candidats ont tenu hier une réunion où ils ont exposé leur programme ; l'assemblée, nombreuse et attentive, a voté à l'unanimité un ordre du jour de confiance. La séance a été levée à onze heures, au milieu des applaudissements de l'assistance qui a acclamé la République et les élus de la liste. Le comité invite les électeurs à se rendre en grand nombre aux urnes dimanche prochain, afin d'assurer le triomphe des idées démocratiques et de la cause républicaine dans tous les arrondissements de la ville de Lyon. [112, 354, 202, 396]
